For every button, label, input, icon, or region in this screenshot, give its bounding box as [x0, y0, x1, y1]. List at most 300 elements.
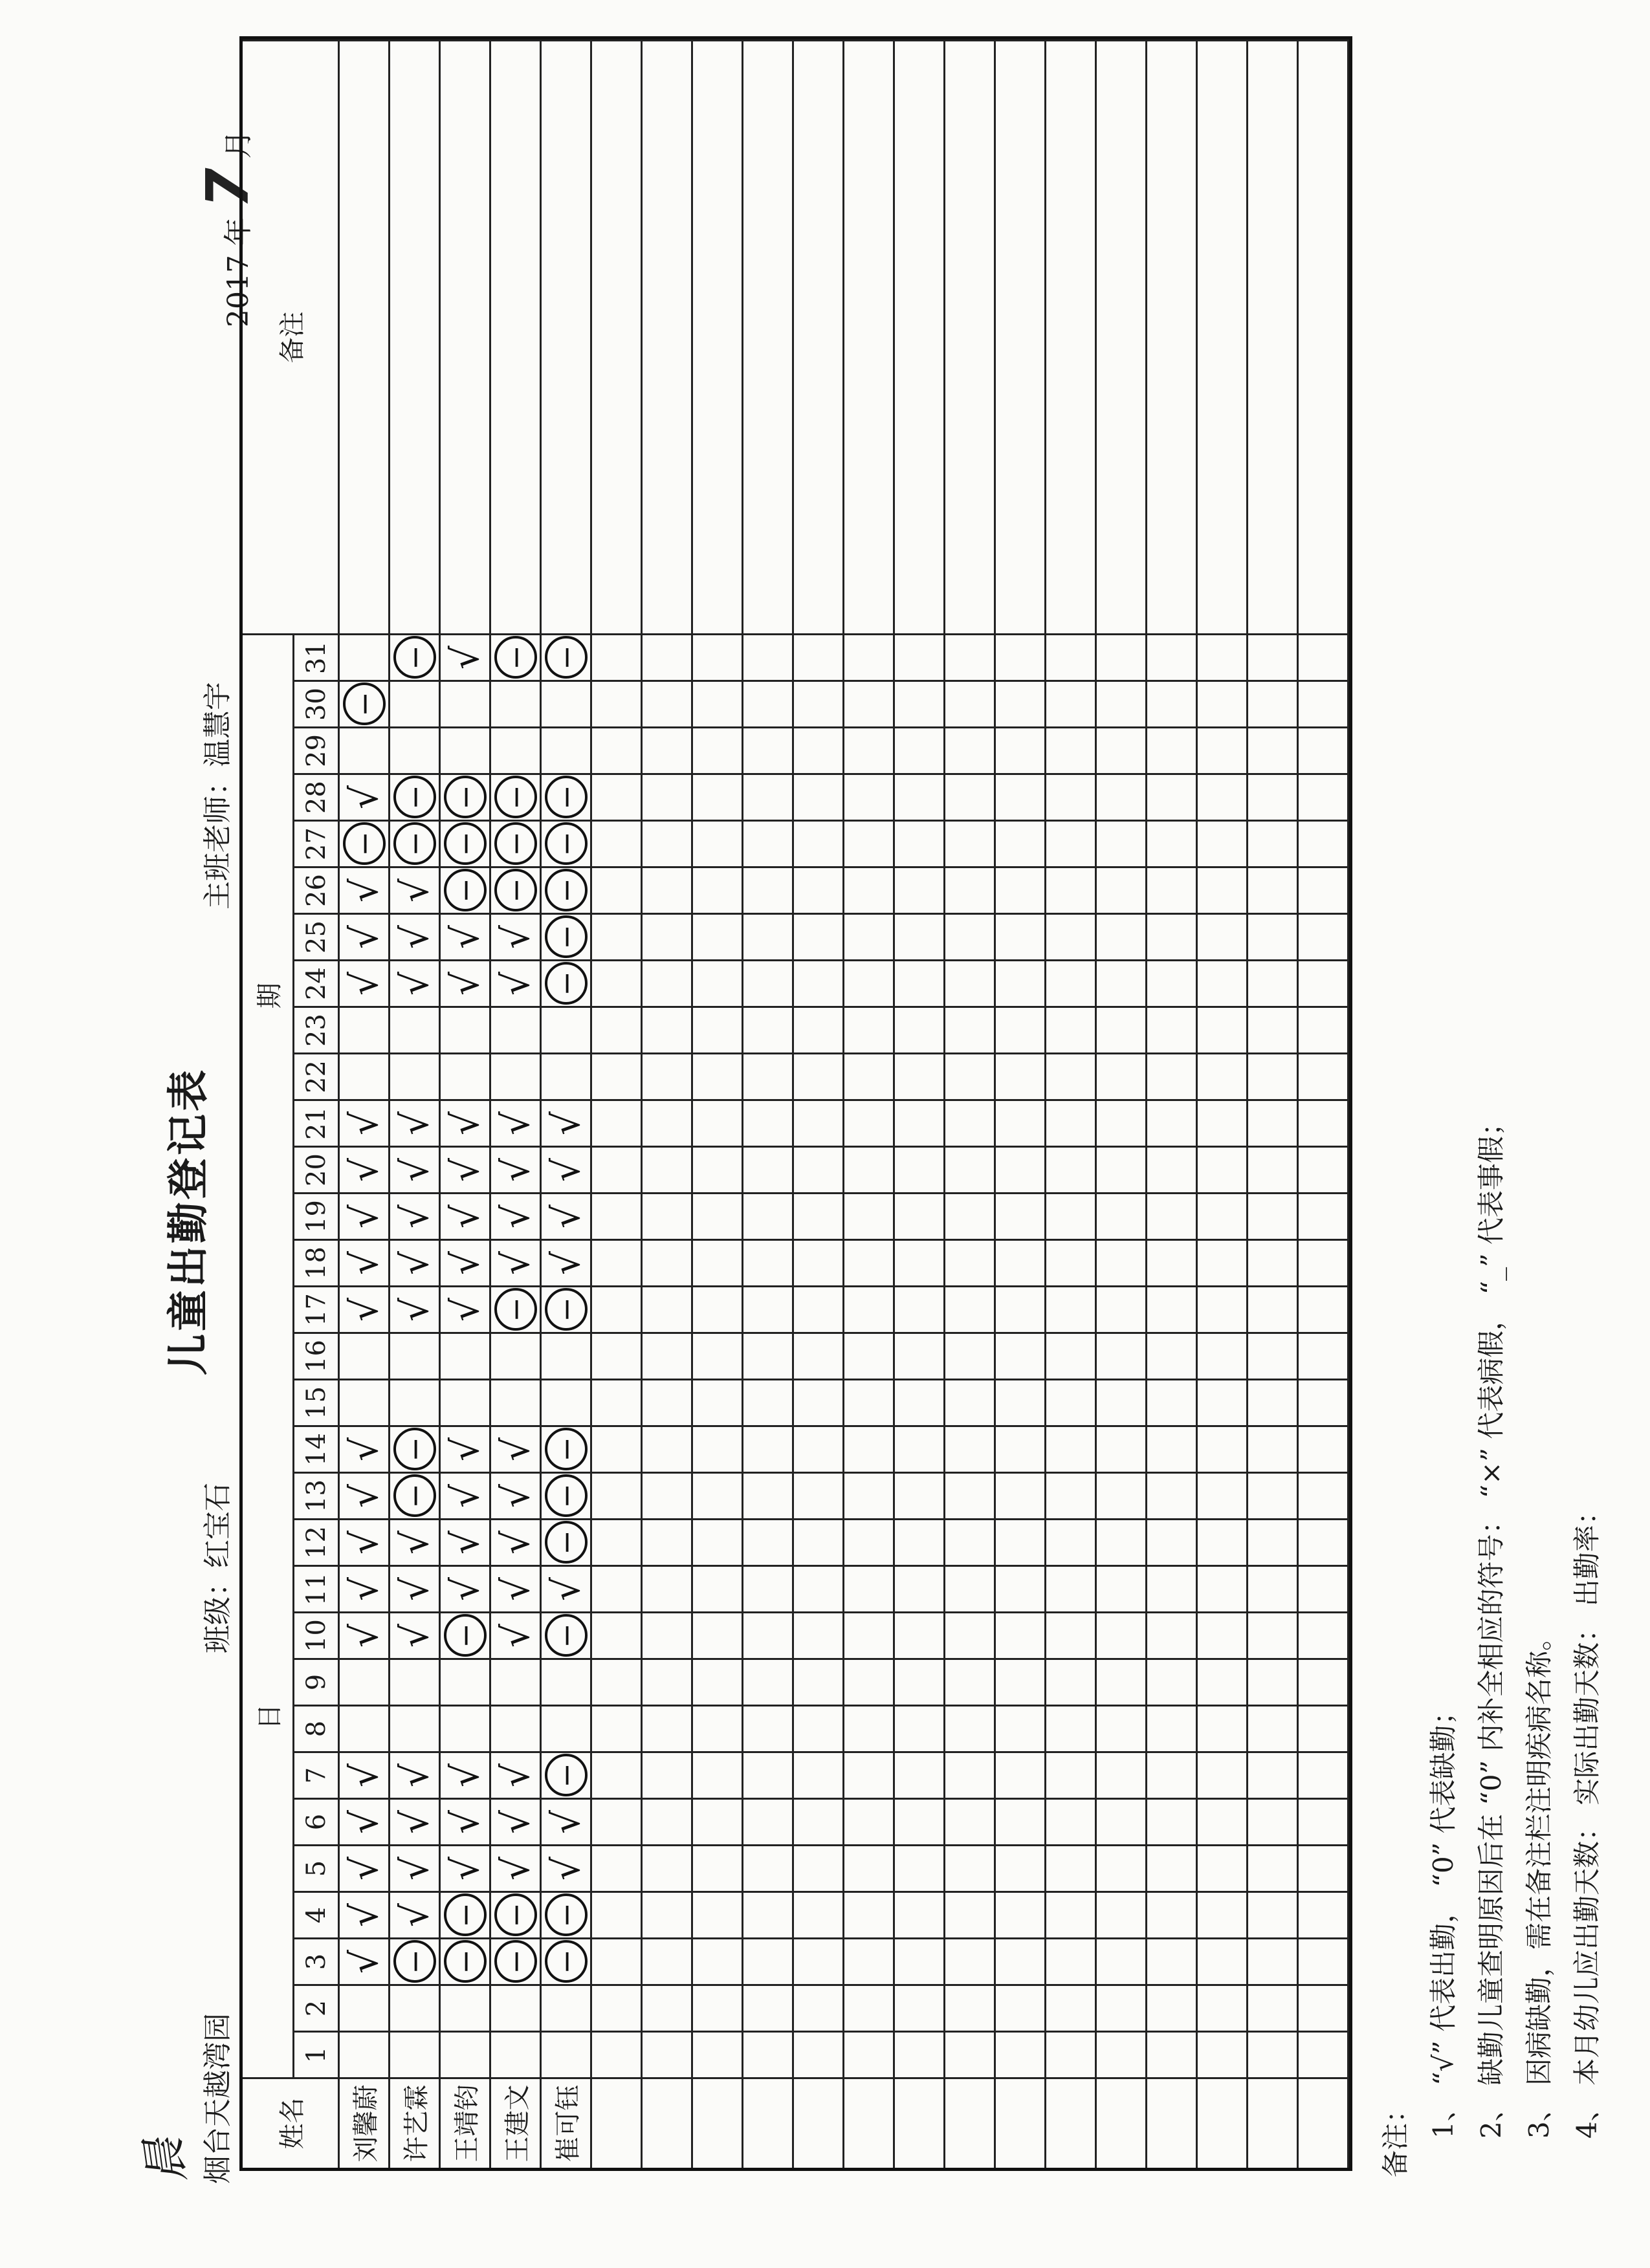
- attendance-cell: [743, 2031, 794, 2077]
- present-mark: √: [493, 1577, 538, 1601]
- present-mark: √: [493, 1810, 538, 1834]
- attendance-cell: [794, 1518, 844, 1565]
- attendance-cell: [340, 820, 390, 866]
- attendance-cell: [1198, 1472, 1248, 1518]
- present-mark: √: [443, 1298, 487, 1322]
- attendance-cell: [340, 1379, 390, 1425]
- attendance-cell: [1046, 1285, 1097, 1332]
- attendance-cell: [844, 680, 895, 726]
- attendance-cell: [542, 1658, 592, 1705]
- attendance-cell: [491, 1844, 542, 1891]
- attendance-cell: [895, 1751, 945, 1798]
- attendance-cell: [1198, 2031, 1248, 2077]
- attendance-cell: [1097, 1285, 1147, 1332]
- absence-mark: −: [343, 683, 386, 726]
- attendance-cell: [340, 1518, 390, 1565]
- attendance-cell: [1097, 1658, 1147, 1705]
- student-name: [1198, 2077, 1248, 2168]
- attendance-cell: [340, 1285, 390, 1332]
- attendance-cell: [1046, 1937, 1097, 1984]
- attendance-cell: [1299, 913, 1349, 959]
- attendance-cell: [794, 1146, 844, 1192]
- attendance-cell: [1097, 1192, 1147, 1239]
- attendance-cell: [592, 680, 643, 726]
- attendance-cell: [441, 1285, 491, 1332]
- attendance-cell: [1097, 1425, 1147, 1472]
- attendance-cell: [844, 1052, 895, 1099]
- attendance-cell: [794, 866, 844, 913]
- attendance-cell: [895, 1472, 945, 1518]
- attendance-cell: [542, 1192, 592, 1239]
- attendance-cell: [693, 866, 743, 913]
- attendance-cell: [1046, 1751, 1097, 1798]
- attendance-cell: [996, 1751, 1046, 1798]
- attendance-cell: [1147, 1891, 1198, 1937]
- attendance-cell: [1097, 866, 1147, 913]
- attendance-cell: [844, 1611, 895, 1658]
- attendance-cell: [643, 1052, 693, 1099]
- notes-heading: 备注：: [1380, 2095, 1411, 2177]
- absence-mark: −: [444, 776, 487, 819]
- attendance-cell: [844, 1565, 895, 1611]
- attendance-cell: [1299, 1518, 1349, 1565]
- remark-cell: [1097, 39, 1147, 633]
- attendance-cell: [1299, 1285, 1349, 1332]
- attendance-cell: [390, 1658, 441, 1705]
- day-number: 21: [294, 1099, 340, 1146]
- attendance-cell: [592, 773, 643, 820]
- present-mark: √: [392, 878, 437, 902]
- attendance-cell: [895, 1052, 945, 1099]
- attendance-cell: [895, 1006, 945, 1052]
- present-mark: √: [493, 1531, 538, 1554]
- attendance-cell: [340, 1844, 390, 1891]
- attendance-cell: [542, 1751, 592, 1798]
- attendance-cell: [743, 866, 794, 913]
- attendance-cell: [996, 1891, 1046, 1937]
- attendance-cell: [542, 2031, 592, 2077]
- month-unit: 月: [222, 130, 255, 159]
- day-number: 8: [294, 1705, 340, 1751]
- attendance-cell: [794, 1192, 844, 1239]
- present-mark: √: [342, 1950, 386, 1974]
- attendance-cell: [592, 633, 643, 680]
- attendance-cell: [491, 2031, 542, 2077]
- attendance-cell: [844, 1099, 895, 1146]
- present-mark: √: [493, 1205, 538, 1228]
- attendance-cell: [491, 1611, 542, 1658]
- attendance-cell: [441, 1891, 491, 1937]
- attendance-cell: [1299, 1705, 1349, 1751]
- attendance-cell: [1299, 1052, 1349, 1099]
- attendance-cell: [844, 1751, 895, 1798]
- attendance-cell: [1097, 1751, 1147, 1798]
- attendance-cell: [996, 1192, 1046, 1239]
- present-mark: √: [342, 1577, 386, 1601]
- attendance-cell: [340, 1658, 390, 1705]
- attendance-cell: [693, 1844, 743, 1891]
- attendance-cell: [1097, 1705, 1147, 1751]
- attendance-cell: [1046, 866, 1097, 913]
- attendance-cell: [743, 1052, 794, 1099]
- attendance-cell: [390, 1705, 441, 1751]
- attendance-cell: [390, 2031, 441, 2077]
- present-mark: √: [443, 1810, 487, 1834]
- attendance-cell: [743, 1984, 794, 2031]
- attendance-cell: [340, 773, 390, 820]
- attendance-cell: [1299, 1006, 1349, 1052]
- attendance-cell: [794, 820, 844, 866]
- attendance-cell: [441, 1658, 491, 1705]
- attendance-cell: [1248, 1146, 1299, 1192]
- attendance-cell: [1097, 820, 1147, 866]
- attendance-cell: [441, 959, 491, 1006]
- attendance-cell: [1097, 959, 1147, 1006]
- attendance-cell: [542, 1006, 592, 1052]
- attendance-cell: [542, 1937, 592, 1984]
- student-name: [643, 2077, 693, 2168]
- attendance-cell: [643, 1891, 693, 1937]
- attendance-cell: [1147, 1285, 1198, 1332]
- attendance-cell: [1198, 866, 1248, 913]
- present-mark: √: [392, 1857, 437, 1881]
- attendance-cell: [491, 1146, 542, 1192]
- attendance-cell: [542, 726, 592, 773]
- attendance-cell: [1147, 1705, 1198, 1751]
- attendance-cell: [1097, 2031, 1147, 2077]
- attendance-cell: [794, 1891, 844, 1937]
- attendance-cell: [643, 1099, 693, 1146]
- attendance-cell: [844, 773, 895, 820]
- attendance-table: [239, 36, 1352, 2171]
- attendance-cell: [1097, 773, 1147, 820]
- attendance-cell: [1198, 959, 1248, 1006]
- attendance-cell: [542, 1052, 592, 1099]
- present-mark: √: [443, 972, 487, 996]
- day-number: 15: [294, 1379, 340, 1425]
- attendance-cell: [643, 1937, 693, 1984]
- attendance-cell: [895, 959, 945, 1006]
- attendance-cell: [441, 866, 491, 913]
- attendance-cell: [945, 1425, 996, 1472]
- present-mark: √: [342, 1158, 386, 1182]
- attendance-cell: [1299, 1146, 1349, 1192]
- attendance-cell: [895, 1984, 945, 2031]
- absence-mark: −: [545, 1615, 588, 1657]
- attendance-cell: [895, 1891, 945, 1937]
- attendance-cell: [945, 1285, 996, 1332]
- attendance-cell: [1046, 1472, 1097, 1518]
- attendance-cell: [1299, 1239, 1349, 1285]
- attendance-cell: [996, 913, 1046, 959]
- attendance-cell: [491, 1751, 542, 1798]
- attendance-cell: [743, 1099, 794, 1146]
- present-mark: √: [392, 972, 437, 996]
- attendance-cell: [643, 820, 693, 866]
- attendance-cell: [643, 680, 693, 726]
- attendance-cell: [441, 773, 491, 820]
- remark-cell: [390, 39, 441, 633]
- attendance-cell: [794, 2031, 844, 2077]
- absence-mark: −: [494, 1894, 537, 1937]
- attendance-cell: [743, 1192, 794, 1239]
- absence-mark: −: [444, 1941, 487, 1983]
- attendance-cell: [1198, 1239, 1248, 1285]
- attendance-cell: [844, 913, 895, 959]
- attendance-cell: [945, 866, 996, 913]
- attendance-cell: [491, 1937, 542, 1984]
- attendance-cell: [1299, 1099, 1349, 1146]
- attendance-cell: [1046, 633, 1097, 680]
- remark-cell: [542, 39, 592, 633]
- attendance-cell: [794, 1611, 844, 1658]
- attendance-cell: [895, 866, 945, 913]
- day-number: 1: [294, 2031, 340, 2077]
- attendance-cell: [794, 1006, 844, 1052]
- attendance-cell: [1097, 1239, 1147, 1285]
- attendance-cell: [1299, 1379, 1349, 1425]
- attendance-cell: [390, 1984, 441, 2031]
- attendance-cell: [996, 633, 1046, 680]
- remark-cell: [844, 39, 895, 633]
- student-name: 王靖钧: [441, 2077, 491, 2168]
- day-number: 4: [294, 1891, 340, 1937]
- student-name: [592, 2077, 643, 2168]
- attendance-cell: [1299, 2031, 1349, 2077]
- attendance-cell: [895, 773, 945, 820]
- attendance-cell: [794, 1937, 844, 1984]
- attendance-cell: [643, 1425, 693, 1472]
- attendance-cell: [945, 959, 996, 1006]
- attendance-cell: [1046, 1844, 1097, 1891]
- remark-cell: [743, 39, 794, 633]
- name-header: 姓名: [243, 2077, 340, 2168]
- year-unit: 年: [222, 217, 255, 246]
- attendance-cell: [794, 1285, 844, 1332]
- attendance-cell: [390, 1332, 441, 1379]
- attendance-cell: [996, 1285, 1046, 1332]
- attendance-cell: [743, 1705, 794, 1751]
- attendance-cell: [542, 1472, 592, 1518]
- attendance-cell: [945, 1565, 996, 1611]
- attendance-cell: [1248, 913, 1299, 959]
- attendance-cell: [895, 1285, 945, 1332]
- present-mark: √: [392, 1205, 437, 1228]
- attendance-cell: [390, 1565, 441, 1611]
- attendance-cell: [340, 633, 390, 680]
- present-mark: √: [342, 1298, 386, 1322]
- attendance-cell: [390, 1798, 441, 1844]
- attendance-cell: [1198, 633, 1248, 680]
- absence-mark: −: [393, 776, 436, 819]
- attendance-cell: [643, 1192, 693, 1239]
- attendance-cell: [895, 1239, 945, 1285]
- attendance-cell: [1198, 1751, 1248, 1798]
- attendance-cell: [945, 1332, 996, 1379]
- day-number: 25: [294, 913, 340, 959]
- attendance-cell: [895, 633, 945, 680]
- attendance-cell: [390, 1751, 441, 1798]
- present-mark: √: [443, 646, 487, 670]
- present-mark: √: [342, 972, 386, 996]
- attendance-cell: [1147, 1146, 1198, 1192]
- present-mark: √: [443, 1577, 487, 1601]
- attendance-cell: [895, 726, 945, 773]
- attendance-cell: [340, 1937, 390, 1984]
- absence-mark: −: [494, 869, 537, 912]
- attendance-cell: [945, 1192, 996, 1239]
- attendance-cell: [643, 866, 693, 913]
- attendance-cell: [340, 2031, 390, 2077]
- attendance-cell: [996, 1472, 1046, 1518]
- attendance-cell: [1147, 773, 1198, 820]
- attendance-cell: [643, 773, 693, 820]
- attendance-cell: [390, 1052, 441, 1099]
- attendance-cell: [542, 1611, 592, 1658]
- present-mark: √: [342, 1205, 386, 1228]
- attendance-cell: [643, 1239, 693, 1285]
- attendance-cell: [340, 1751, 390, 1798]
- attendance-cell: [592, 1751, 643, 1798]
- attendance-cell: [1147, 726, 1198, 773]
- attendance-cell: [996, 1379, 1046, 1425]
- attendance-cell: [1147, 1052, 1198, 1099]
- attendance-cell: [643, 1379, 693, 1425]
- attendance-cell: [1147, 1611, 1198, 1658]
- present-mark: √: [342, 878, 386, 902]
- attendance-cell: [945, 1006, 996, 1052]
- attendance-cell: [996, 1611, 1046, 1658]
- attendance-cell: [441, 680, 491, 726]
- absence-mark: −: [494, 637, 537, 679]
- attendance-cell: [1147, 1658, 1198, 1705]
- attendance-cell: [1147, 1937, 1198, 1984]
- attendance-cell: [643, 1705, 693, 1751]
- attendance-cell: [542, 959, 592, 1006]
- attendance-cell: [441, 1611, 491, 1658]
- attendance-cell: [1248, 866, 1299, 913]
- attendance-cell: [643, 1472, 693, 1518]
- attendance-cell: [1046, 959, 1097, 1006]
- attendance-cell: [1097, 1052, 1147, 1099]
- present-mark: √: [544, 1577, 588, 1601]
- attendance-cell: [996, 1937, 1046, 1984]
- attendance-cell: [743, 1379, 794, 1425]
- present-mark: √: [392, 925, 437, 949]
- attendance-cell: [390, 1146, 441, 1192]
- attendance-cell: [844, 1658, 895, 1705]
- attendance-cell: [794, 1844, 844, 1891]
- present-mark: √: [544, 1111, 588, 1135]
- attendance-cell: [945, 1844, 996, 1891]
- attendance-cell: [1299, 633, 1349, 680]
- attendance-cell: [340, 680, 390, 726]
- attendance-cell: [945, 1658, 996, 1705]
- day-number: 6: [294, 1798, 340, 1844]
- absence-mark: −: [545, 1289, 588, 1331]
- attendance-cell: [542, 1146, 592, 1192]
- attendance-cell: [1046, 913, 1097, 959]
- attendance-cell: [844, 1285, 895, 1332]
- present-mark: √: [342, 1763, 386, 1787]
- attendance-cell: [1097, 1891, 1147, 1937]
- attendance-cell: [1046, 1379, 1097, 1425]
- attendance-cell: [743, 1611, 794, 1658]
- absence-mark: −: [545, 637, 588, 679]
- present-mark: √: [342, 1810, 386, 1834]
- remark-cell: [1046, 39, 1097, 633]
- attendance-cell: [441, 1099, 491, 1146]
- attendance-cell: [592, 1565, 643, 1611]
- attendance-cell: [794, 1379, 844, 1425]
- attendance-cell: [1046, 820, 1097, 866]
- present-mark: √: [544, 1810, 588, 1834]
- attendance-cell: [743, 1751, 794, 1798]
- attendance-cell: [441, 2031, 491, 2077]
- attendance-cell: [693, 1518, 743, 1565]
- attendance-cell: [693, 2031, 743, 2077]
- attendance-cell: [693, 1611, 743, 1658]
- attendance-cell: [693, 1379, 743, 1425]
- attendance-cell: [996, 959, 1046, 1006]
- attendance-cell: [1097, 1146, 1147, 1192]
- attendance-cell: [693, 959, 743, 1006]
- attendance-cell: [743, 1425, 794, 1472]
- attendance-cell: [340, 913, 390, 959]
- attendance-cell: [693, 1146, 743, 1192]
- attendance-cell: [491, 680, 542, 726]
- day-number: 10: [294, 1611, 340, 1658]
- present-mark: √: [392, 1577, 437, 1601]
- attendance-cell: [592, 1146, 643, 1192]
- present-mark: √: [443, 1251, 487, 1275]
- attendance-cell: [592, 1798, 643, 1844]
- attendance-cell: [945, 773, 996, 820]
- attendance-cell: [1147, 1751, 1198, 1798]
- attendance-cell: [1046, 1099, 1097, 1146]
- attendance-cell: [996, 1984, 1046, 2031]
- attendance-cell: [693, 913, 743, 959]
- present-mark: √: [443, 1484, 487, 1508]
- student-name: [693, 2077, 743, 2168]
- attendance-cell: [1147, 1379, 1198, 1425]
- attendance-cell: [1299, 773, 1349, 820]
- attendance-cell: [1248, 2031, 1299, 2077]
- attendance-cell: [542, 1379, 592, 1425]
- attendance-cell: [1198, 1146, 1248, 1192]
- attendance-cell: [945, 1146, 996, 1192]
- attendance-cell: [1097, 1518, 1147, 1565]
- attendance-cell: [592, 1844, 643, 1891]
- attendance-cell: [491, 1239, 542, 1285]
- attendance-cell: [794, 1658, 844, 1705]
- attendance-cell: [441, 1937, 491, 1984]
- attendance-cell: [643, 1798, 693, 1844]
- attendance-cell: [996, 820, 1046, 866]
- attendance-cell: [1097, 1565, 1147, 1611]
- attendance-cell: [1299, 1844, 1349, 1891]
- attendance-cell: [945, 1052, 996, 1099]
- attendance-cell: [390, 1379, 441, 1425]
- absence-mark: −: [545, 1754, 588, 1797]
- attendance-cell: [1299, 959, 1349, 1006]
- attendance-cell: [743, 1285, 794, 1332]
- absence-mark: −: [545, 1428, 588, 1471]
- attendance-cell: [945, 1472, 996, 1518]
- attendance-cell: [1248, 1099, 1299, 1146]
- attendance-cell: [945, 726, 996, 773]
- attendance-cell: [340, 1565, 390, 1611]
